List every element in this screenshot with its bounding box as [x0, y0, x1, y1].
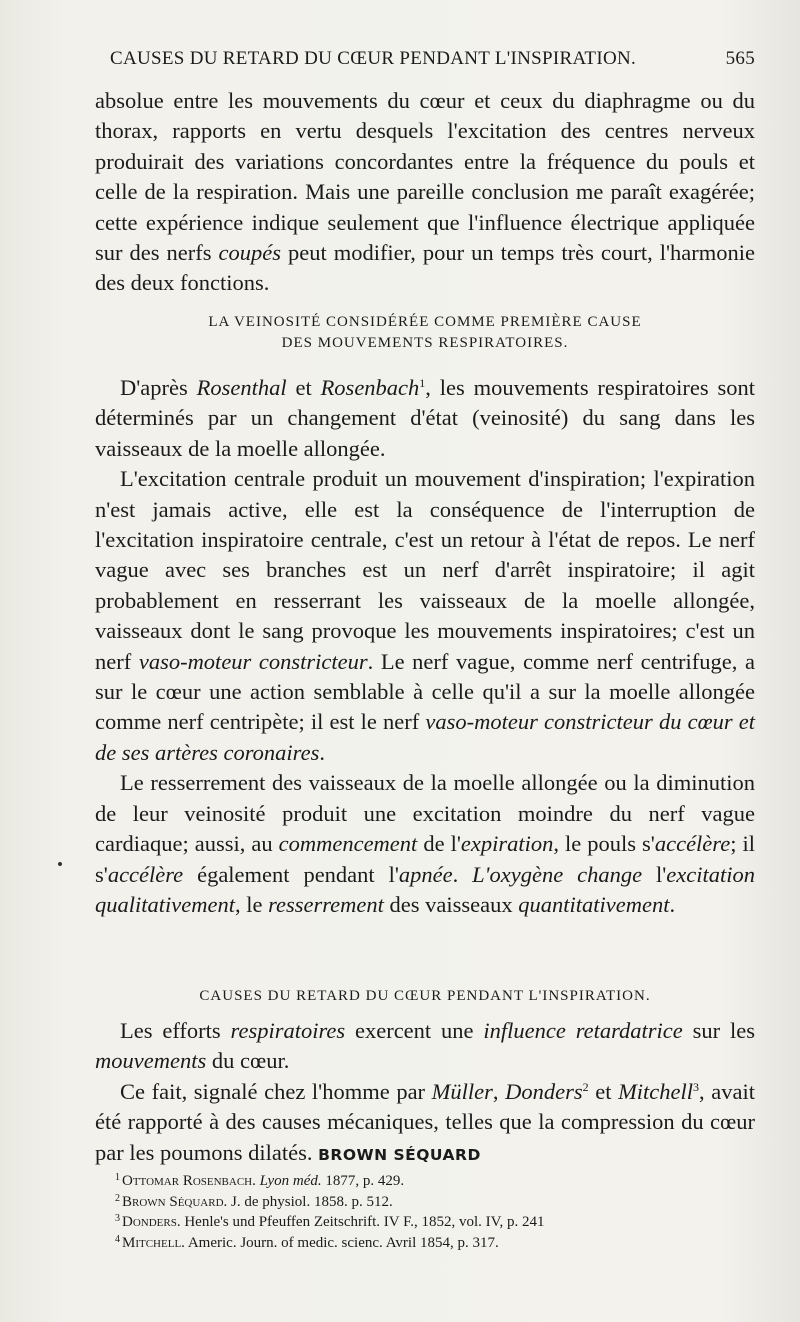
footnote-rest: J. de physiol. 1858. p. 512.: [227, 1193, 393, 1210]
p4-i3: accélère: [654, 831, 731, 857]
p2-rosenthal: Rosenthal: [196, 375, 287, 400]
footnote-number: 3: [115, 1213, 120, 1224]
p4-d: ; il s': [95, 831, 755, 887]
section-heading-line-1: LA VEINOSITÉ CONSIDÉRÉE COMME PREMIÈRE CAUSE: [208, 314, 642, 330]
running-header-title: CAUSES DU RETARD DU CŒUR PENDANT L'INSPIRATION.: [110, 48, 637, 69]
p2-a: D'après: [120, 375, 197, 400]
paragraph-1-tail: peut modifier, pour un temps très court, l'harmonie des deux fonctions.: [95, 240, 755, 296]
footnote-author: Donders.: [122, 1214, 181, 1230]
p4-b: de l': [417, 831, 461, 857]
p4-i8: resserrement: [268, 891, 384, 917]
p4-j: des vaisseaux: [383, 891, 519, 917]
p4-i7: excitation qualitativement: [95, 861, 756, 917]
section-1-body: [95, 373, 755, 920]
p4-i6: L'oxygène change: [472, 861, 643, 887]
footnote-source: Lyon méd.: [259, 1173, 322, 1189]
footnote-ref-3: 3: [693, 1079, 700, 1094]
p4-f: .: [452, 861, 473, 887]
p5-d: du cœur.: [206, 1048, 290, 1074]
footnote-rest: Henle's und Pfeuffen Zeitschrift. IV F., 1852, vol. IV, p. 241: [180, 1214, 545, 1230]
p3-b: . Le nerf vague, comme nerf centrifuge, a sur le cœur une action semblable à celle qu'il a sur la moelle allongée comme nerf centripète; il est le nerf: [95, 648, 755, 735]
paragraph-1: [95, 86, 755, 299]
p4-g: l': [642, 861, 667, 887]
p6-d: , avait été rapporté à des causes mécaniques, telles que la compression du cœur par les poumons dilatés.: [95, 1078, 755, 1165]
footnote-author: Mitchell.: [122, 1234, 185, 1251]
footnote-number: 1: [115, 1172, 120, 1183]
p4-i4: accélère: [107, 861, 184, 887]
p5-a: Les efforts: [120, 1018, 231, 1043]
p4-k: .: [669, 891, 676, 917]
footnote-author: Ottomar Rosenbach.: [122, 1173, 256, 1189]
section-heading-causes: [95, 986, 755, 1007]
p6-b: ,: [492, 1078, 506, 1104]
p5-i2: influence retardatrice: [483, 1018, 683, 1043]
p4-i9: quantitativement: [518, 891, 670, 917]
p5-i3: mouvements: [95, 1048, 207, 1074]
paragraph-3: [95, 464, 755, 768]
p6-i1: Müller: [431, 1078, 493, 1104]
p5-i1: respiratoires: [230, 1018, 346, 1043]
paragraph-4: [95, 768, 755, 920]
p4-a: Le resserrement des vaisseaux de la moelle allongée ou la diminution de leur veinosité produit une excitation moindre du nerf vague cardiaque; aussi, au: [95, 770, 755, 857]
p5-b: exercent une: [345, 1018, 484, 1043]
footnote-rest: Americ. Journ. of medic. scienc. Avril 1854, p. 317.: [184, 1234, 499, 1251]
p3-a: L'excitation centrale produit un mouvement d'inspiration; l'expiration n'est jamais active, elle est la conséquence de l'interruption de l'excitation inspiratoire centrale, c'est un retour à l'état de repos. Le nerf vague avec ses branches est un nerf d'arrêt inspiratoire; il agit probablement en resserrant les vaisseaux de la moelle allongée, vaisseaux dont le sang provoque les mouvements inspiratoires; c'est un nerf: [95, 466, 755, 674]
p2-rosenbach: Rosenbach: [320, 375, 420, 400]
footnote-author: Brown Séquard.: [122, 1193, 228, 1210]
p4-e: également pendant l': [183, 861, 399, 887]
p2-c: , les mouvements respiratoires sont déterminés par un changement d'état (veinosité) du sang dans les vaisseaux de la moelle allongée.: [95, 375, 755, 461]
section-heading-veinosite: [95, 312, 755, 354]
p6-a: Ce fait, signalé chez l'homme par: [120, 1078, 432, 1104]
footnote-ref-1: 1: [419, 376, 426, 390]
section-2-heading-line-1: CAUSES DU RETARD DU CŒUR PENDANT L'INSPIRATION.: [199, 988, 651, 1004]
p3-c: .: [319, 739, 325, 765]
p4-h: , le: [234, 891, 269, 917]
footnote-4: [115, 1233, 755, 1254]
paragraph-1-italic: coupés: [218, 240, 281, 266]
footnote-2: [115, 1192, 755, 1213]
p6-c: et: [588, 1078, 619, 1104]
p6-i2: Donders: [505, 1078, 583, 1104]
footnote-number: 2: [115, 1192, 120, 1204]
footnote-number: 4: [115, 1233, 120, 1245]
p4-i1: commencement: [278, 831, 418, 857]
p5-c: sur les: [682, 1018, 755, 1043]
footnotes: [115, 1171, 755, 1253]
paragraph-continuation: [95, 86, 755, 299]
p3-i2: vaso-moteur constricteur du cœur et de ses artères coronaires: [95, 709, 755, 765]
paragraph-2: [95, 373, 755, 464]
footnote-3: [115, 1212, 755, 1233]
p4-i5: apnée: [398, 861, 453, 887]
p6-i3: Mitchell: [618, 1078, 694, 1104]
page-number: 565: [725, 48, 755, 69]
section-heading-line-2: DES MOUVEMENTS RESPIRATOIRES.: [281, 335, 569, 351]
p4-c: , le pouls s': [553, 831, 655, 857]
p2-b: et: [286, 375, 321, 400]
footnote-ref-2: 2: [582, 1079, 589, 1094]
footnote-rest: 1877, p. 429.: [321, 1173, 405, 1189]
paragraph-5: [95, 1016, 755, 1077]
paragraph-1-text: absolue entre les mouvements du cœur et ceux du diaphragme ou du thorax, rapports en vertu desquels l'excitation des centres nerveux produirait des variations concordantes entre la fréquence du pouls et celle de la respiration. Mais une pareille conclusion me paraît exagérée; cette expérience indique seulement que l'influence électrique appliquée sur des nerfs: [95, 88, 755, 266]
footnote-1: [115, 1171, 755, 1192]
section-2-body: [95, 1016, 755, 1170]
paragraph-6: [95, 1077, 755, 1170]
signature-stamp: BROWN SÉQUARD: [318, 1145, 481, 1164]
p4-i2: expiration: [460, 831, 554, 857]
p3-i1: vaso-moteur constricteur: [138, 648, 368, 674]
ink-speck: [58, 862, 62, 866]
